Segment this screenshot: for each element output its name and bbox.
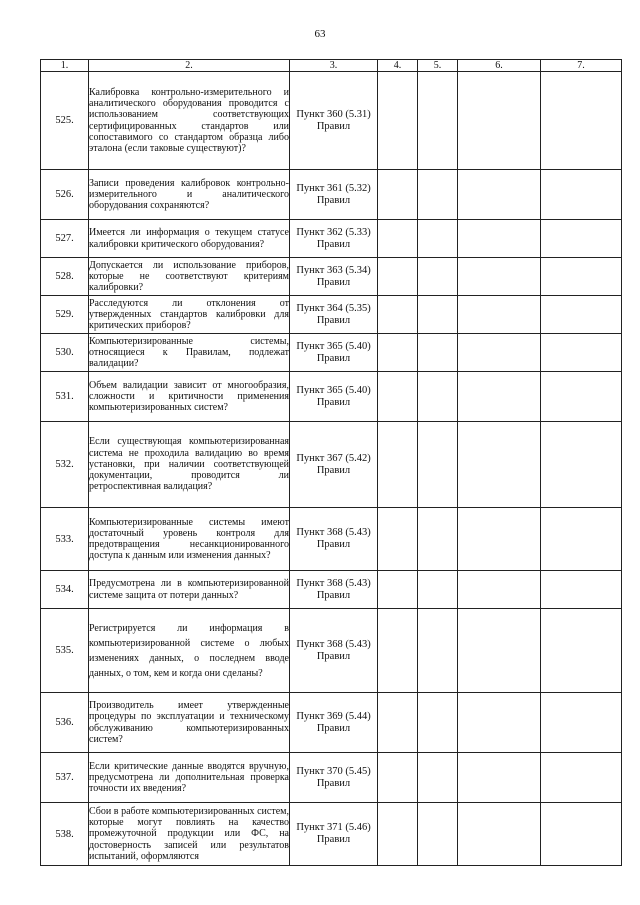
reference-line: Правил (316, 777, 351, 789)
answer-cell[interactable] (378, 508, 418, 571)
table-row (41, 334, 622, 372)
answer-cell[interactable] (378, 170, 418, 220)
reference-cell (290, 508, 378, 571)
answer-cell[interactable] (458, 296, 541, 334)
answer-cell[interactable] (541, 372, 622, 422)
answer-cell[interactable] (458, 693, 541, 753)
column-header: 3. (290, 60, 378, 72)
row-number: 528. (41, 258, 89, 296)
answer-cell[interactable] (378, 258, 418, 296)
reference-line: Пункт 365 (5.40) (296, 384, 371, 396)
answer-cell[interactable] (418, 372, 458, 422)
reference-line: Правил (316, 120, 351, 132)
reference-line: Пункт 370 (5.45) (296, 765, 371, 777)
column-header: 4. (378, 60, 418, 72)
reference-line: Пункт 368 (5.43) (296, 638, 371, 650)
table-row (41, 372, 622, 422)
answer-cell[interactable] (458, 258, 541, 296)
reference-line: Пункт 365 (5.40) (296, 340, 371, 352)
reference-line: Правил (316, 396, 351, 408)
question-text: Расследуются ли отклонения от утвержденных стандартов калибровки для критических приборов? (89, 296, 290, 334)
question-text: Компьютеризированные системы, относящиеся к Правилам, подлежат валидации? (89, 334, 290, 372)
answer-cell[interactable] (418, 334, 458, 372)
answer-cell[interactable] (378, 422, 418, 508)
question-text: Производитель имеет утвержденные процедуры по эксплуатации и техническому обслуживанию компьютеризированных систем? (89, 693, 290, 753)
row-number: 536. (41, 693, 89, 753)
reference-line: Правил (316, 539, 351, 550)
row-number: 526. (41, 170, 89, 220)
question-text: Объем валидации зависит от многообразия, сложности и критичности применения компьютеризированных систем? (89, 372, 290, 422)
table-row (41, 753, 622, 803)
row-number: 534. (41, 571, 89, 609)
answer-cell[interactable] (541, 803, 622, 866)
row-number: 530. (41, 334, 89, 372)
question-text: Сбои в работе компьютеризированных систем, которые могут повлиять на качество промежуточной продукции или ФС, на достоверность записей или результатов испытаний, оформляются (89, 803, 290, 866)
row-number: 538. (41, 803, 89, 866)
reference-line: Правил (316, 650, 351, 662)
answer-cell[interactable] (541, 571, 622, 609)
answer-cell[interactable] (418, 693, 458, 753)
answer-cell[interactable] (418, 508, 458, 571)
table-row (41, 609, 622, 693)
answer-cell[interactable] (378, 220, 418, 258)
row-number: 532. (41, 422, 89, 508)
answer-cell[interactable] (541, 72, 622, 170)
answer-cell[interactable] (541, 220, 622, 258)
answer-cell[interactable] (378, 693, 418, 753)
row-number: 537. (41, 753, 89, 803)
reference-line: Пункт 361 (5.32) (296, 182, 371, 194)
answer-cell[interactable] (458, 803, 541, 866)
reference-cell (290, 296, 378, 334)
answer-cell[interactable] (418, 571, 458, 609)
reference-line: Правил (316, 722, 351, 734)
row-number: 531. (41, 372, 89, 422)
question-text: Допускается ли использование приборов, которые не соответствуют критериям калибровки? (89, 258, 290, 296)
column-header: 1. (41, 60, 89, 72)
table-row (41, 803, 622, 866)
answer-cell[interactable] (458, 609, 541, 693)
answer-cell[interactable] (378, 334, 418, 372)
answer-cell[interactable] (541, 334, 622, 372)
answer-cell[interactable] (418, 170, 458, 220)
reference-cell (290, 609, 378, 693)
row-number: 525. (41, 72, 89, 170)
answer-cell[interactable] (378, 609, 418, 693)
table-row (41, 170, 622, 220)
reference-cell (290, 334, 378, 372)
reference-cell (290, 372, 378, 422)
answer-cell[interactable] (418, 296, 458, 334)
reference-line: Пункт 371 (5.46) (296, 822, 371, 833)
reference-cell (290, 422, 378, 508)
question-text: Регистрируется ли информация в компьютеризированной системе о любых изменениях данных, о последнем вводе данных, о том, кем и когда они сделаны? (89, 609, 290, 693)
answer-cell[interactable] (541, 422, 622, 508)
answer-cell[interactable] (458, 334, 541, 372)
reference-line: Пункт 367 (5.42) (296, 452, 371, 464)
answer-cell[interactable] (418, 753, 458, 803)
page-number: 63 (314, 28, 326, 40)
table-row (41, 693, 622, 753)
answer-cell[interactable] (458, 372, 541, 422)
reference-line: Правил (316, 194, 351, 206)
table-row (41, 258, 622, 296)
reference-cell (290, 258, 378, 296)
answer-cell[interactable] (458, 753, 541, 803)
reference-line: Пункт 368 (5.43) (296, 527, 371, 538)
reference-line: Правил (316, 352, 351, 364)
column-header: 6. (458, 60, 541, 72)
answer-cell[interactable] (458, 422, 541, 508)
table-row (41, 296, 622, 334)
header-row (41, 60, 622, 72)
reference-line: Правил (316, 314, 351, 326)
question-text: Калибровка контрольно-измерительного и аналитического оборудования проводится с использованием соответствующих сертифицированных стандартов или сопоставимого со стандартом образца либо эталона (если таковые существуют)? (89, 72, 290, 170)
answer-cell[interactable] (418, 220, 458, 258)
answer-cell[interactable] (378, 372, 418, 422)
row-number: 535. (41, 609, 89, 693)
answer-cell[interactable] (418, 422, 458, 508)
answer-cell[interactable] (458, 220, 541, 258)
answer-cell[interactable] (541, 170, 622, 220)
question-text: Если критические данные вводятся вручную, предусмотрена ли дополнительная проверка точности их введения? (89, 753, 290, 803)
answer-cell[interactable] (458, 571, 541, 609)
reference-line: Пункт 362 (5.33) (296, 226, 371, 238)
reference-cell (290, 220, 378, 258)
answer-cell[interactable] (541, 753, 622, 803)
column-header: 5. (418, 60, 458, 72)
table-row (41, 571, 622, 609)
table-row (41, 422, 622, 508)
question-text: Записи проведения калибровок контрольно-измерительного и аналитического оборудования сохраняются? (89, 170, 290, 220)
answer-cell[interactable] (378, 753, 418, 803)
question-text: Предусмотрена ли в компьютеризированной системе защита от потери данных? (89, 571, 290, 609)
answer-cell[interactable] (378, 72, 418, 170)
reference-line: Пункт 369 (5.44) (296, 710, 371, 722)
reference-cell (290, 753, 378, 803)
reference-line: Правил (316, 834, 351, 845)
row-number: 527. (41, 220, 89, 258)
answer-cell[interactable] (541, 258, 622, 296)
reference-line: Пункт 368 (5.43) (296, 577, 371, 589)
row-number: 533. (41, 508, 89, 571)
reference-cell (290, 693, 378, 753)
question-text: Компьютеризированные системы имеют достаточный уровень контроля для предотвращения несанкционированного доступа к данным или изменения данных? (89, 508, 290, 571)
column-header: 2. (89, 60, 290, 72)
answer-cell[interactable] (541, 693, 622, 753)
answer-cell[interactable] (418, 609, 458, 693)
answer-cell[interactable] (541, 508, 622, 571)
reference-cell (290, 170, 378, 220)
row-number: 529. (41, 296, 89, 334)
answer-cell[interactable] (378, 571, 418, 609)
table-row (41, 220, 622, 258)
answer-cell[interactable] (378, 803, 418, 866)
reference-cell (290, 72, 378, 170)
reference-cell (290, 803, 378, 866)
reference-line: Правил (316, 464, 351, 476)
reference-line: Правил (316, 238, 351, 250)
question-text: Если существующая компьютеризированная система не проходила валидацию во время установки, при наличии соответствующей документации, проводится ли ретроспективная валидация? (89, 422, 290, 508)
reference-line: Пункт 360 (5.31) (296, 108, 371, 120)
column-header: 7. (541, 60, 622, 72)
answer-cell[interactable] (541, 609, 622, 693)
answer-cell[interactable] (541, 296, 622, 334)
reference-line: Правил (316, 276, 351, 288)
answer-cell[interactable] (378, 296, 418, 334)
reference-line: Правил (316, 589, 351, 601)
reference-line: Пункт 363 (5.34) (296, 264, 371, 276)
table-row (41, 508, 622, 571)
answer-cell[interactable] (418, 72, 458, 170)
question-text: Имеется ли информация о текущем статусе калибровки критического оборудования? (89, 220, 290, 258)
answer-cell[interactable] (418, 258, 458, 296)
answer-cell[interactable] (418, 803, 458, 866)
answer-cell[interactable] (458, 508, 541, 571)
reference-line: Пункт 364 (5.35) (296, 302, 371, 314)
answer-cell[interactable] (458, 170, 541, 220)
reference-cell (290, 571, 378, 609)
checklist-table (40, 59, 622, 866)
answer-cell[interactable] (458, 72, 541, 170)
table-row (41, 72, 622, 170)
